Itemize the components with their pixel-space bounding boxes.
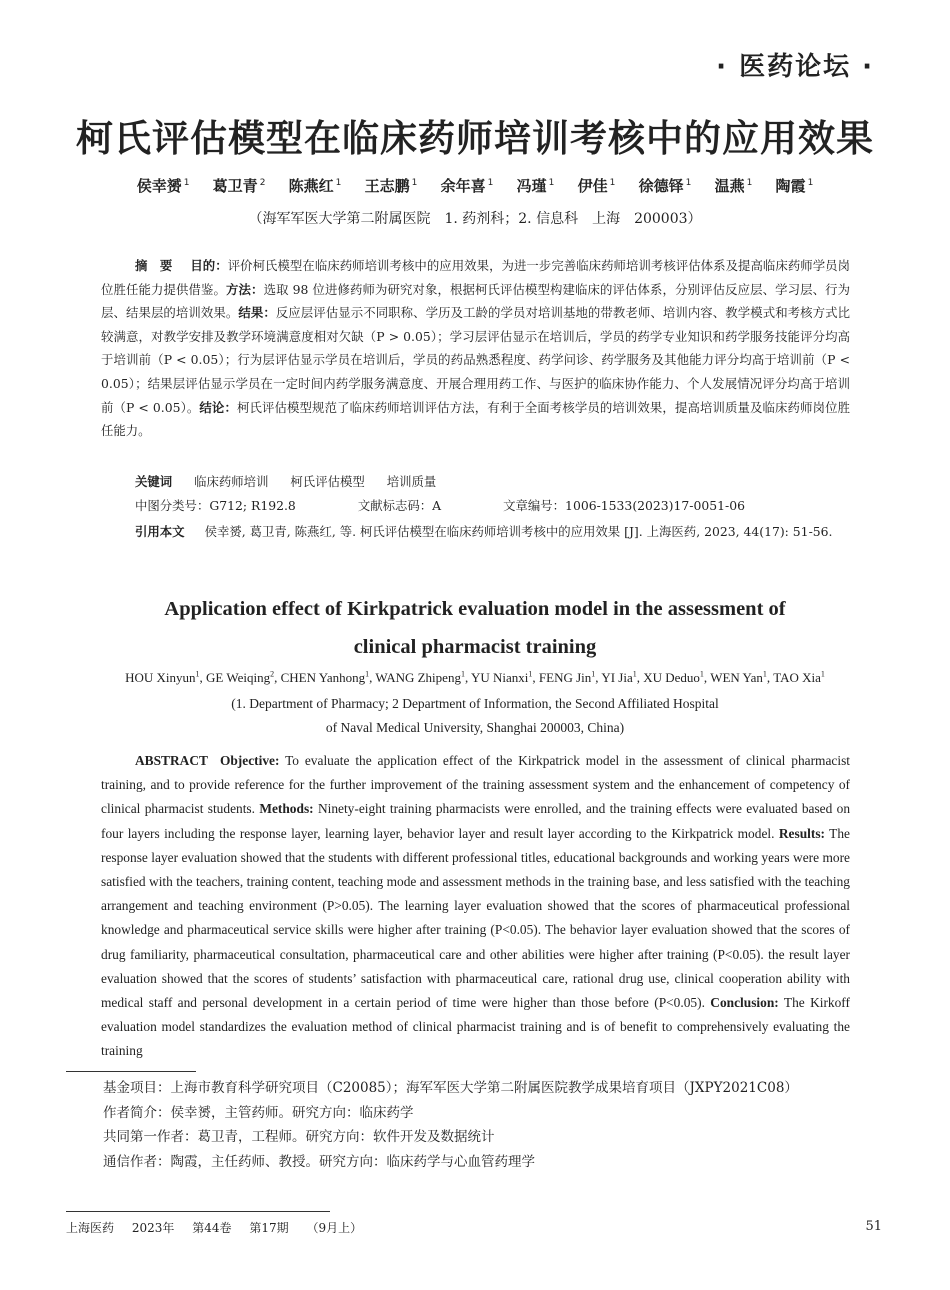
author-cn: 温燕 $^1$ <box>714 177 753 195</box>
abstract-en-label: ABSTRACT <box>135 753 208 768</box>
citation <box>101 519 850 544</box>
keyword: 培训质量 <box>386 474 437 489</box>
affiliation-en-line: (1. Department of Pharmacy; 2 Department of Information, the Second Affiliated Hospital <box>231 696 719 711</box>
author-cn: 葛卫青 $^2$ <box>212 177 266 195</box>
author-cn: 王志鹏 $^1$ <box>364 177 418 195</box>
author-en: HOU Xinyun$^1$, <box>125 670 207 686</box>
methods-label-en: Methods: <box>259 801 314 817</box>
author-en: FENG Jin$^1$, <box>538 670 602 686</box>
author-intro-note: 作者简介：侯幸赟，主管药师。研究方向：临床药学 <box>103 1104 414 1121</box>
funding-note: 基金项目：上海市教育科学研究项目（C20085）；海军军医大学第二附属医院教学成果培育项目（JXPY2021C08） <box>103 1080 798 1096</box>
conclusion-label-en: Conclusion: <box>710 995 779 1011</box>
authors-cn <box>0 175 950 196</box>
conclusion-cn: 柯氏评估模型规范了临床药师培训评估方法，有利于全面考核学员的培训效果，提高培训质量及临床药师岗位胜任能力。 <box>101 399 851 439</box>
author-cn: 冯瑾 $^1$ <box>516 177 555 195</box>
keywords-label: 关键词 <box>135 474 173 489</box>
results-label-en: Results: <box>778 825 825 841</box>
footer-issue: 第17期 <box>249 1221 289 1235</box>
corresponding-author-note: 通信作者：陶霞，主任药师、教授。研究方向：临床药学与心血管药理学 <box>103 1153 535 1170</box>
keywords <box>135 472 454 490</box>
author-cn: 陈燕红 $^1$ <box>288 177 342 195</box>
footnote-divider <box>66 1071 196 1072</box>
abstract-cn-label: 摘 要 <box>135 258 173 273</box>
affiliation-en <box>160 692 790 740</box>
citation-label: 引用本文 <box>135 524 185 539</box>
author-cn: 侯幸赟 $^1$ <box>136 177 190 195</box>
abstract-en <box>101 749 850 1064</box>
conclusion-en: The Kirkoff evaluation model standardizes the evaluation method of clinical pharmacist training and is of benefit to comprehensively evaluating the training <box>101 995 850 1059</box>
section-tag: · 医药论坛 · <box>716 52 874 82</box>
author-en: GE Weiqing$^2$, <box>206 670 281 686</box>
results-cn: 反应层评估显示不同职称、学历及工龄的学员对培训基地的带教老师、培训内容、教学模式和考核方式比较满意，对教学安排及教学环境满意度相对欠缺（P > 0.05）；学习层评估显示在培训后，学员的药学专业知识和药学服务技能评分均高于培训前（P < 0.05）；行为层评估显示学员在培训后，学员的药品熟悉程度、药学问诊、药学服务及其他能力评分均高于培训前（P < 0.05）；结果层评估显示学员在一定时间内药学服务满意度、开展合理用药工作、与医护的临床协作能力、个人发展情况评分均高于培训前（P < 0.05）。 <box>101 305 851 415</box>
objective-cn: 评价柯氏模型在临床药师培训考核中的应用效果，为进一步完善临床药师培训考核评估体系及提高临床药师学员岗位胜任能力提供借鉴。 <box>101 258 850 297</box>
authors-en <box>40 670 910 686</box>
author-en: TAO Xia$^1$ <box>773 670 825 686</box>
author-cn: 徐德铎 $^1$ <box>638 177 692 195</box>
results-en: The response layer evaluation showed that the students with different professional titles, educational backgrounds and working years were more satisfied with the teachers, training content, teaching mode and assessment methods in the training base, and less satisfied with the teaching arrangement and teaching environment (P>0.05). The learning layer evaluation showed that the scores of pharmaceutical professional knowledge and pharmaceutical service skills were higher after training (P<0.05). The behavior layer evaluation showed that the scores of drug familiarity, pharmaceutical consultation, pharmaceutical care and other abilities were higher after training (P<0.05). the result layer evaluation showed that the scores of students’ satisfaction with pharmaceutical care, rational drug use, clinical cooperation ability with medical staff and personal development in a certain period of time were higher than those before (P<0.05). <box>101 825 850 1011</box>
author-en: WEN Yan$^1$, <box>710 670 774 686</box>
results-label-cn: 结果： <box>238 305 276 321</box>
author-en: YU Nianxi$^1$, <box>470 670 539 686</box>
co-first-author-note: 共同第一作者：葛卫青，工程师。研究方向：软件开发及数据统计 <box>103 1129 495 1145</box>
footer-year: 2023年 <box>131 1221 175 1235</box>
page-number: 51 <box>865 1219 882 1234</box>
methods-cn: 选取 98 位进修药师为研究对象，根据柯氏评估模型构建临床的评估体系，分别评估反应层、学习层、行为层、结果层的培训效果。 <box>101 281 850 321</box>
author-cn: 陶霞 $^1$ <box>775 177 814 195</box>
affiliation-cn: （海军军医大学第二附属医院 1. 药剂科；2. 信息科 上海 200003） <box>248 211 702 227</box>
objective-label-cn: 目的： <box>190 258 228 273</box>
clc-code: 中图分类号：G712; R192.8 <box>135 498 296 513</box>
objective-en: To evaluate the application effect of the Kirkpatrick model in the assessment of clinical pharmacist training, and to provide reference for the further improvement of the training assessment system and the enhancement of competency of clinical pharmacist students. <box>101 753 850 817</box>
doc-code: 文献标志码：A <box>357 498 442 513</box>
title-cn: 柯氏评估模型在临床药师培训考核中的应用效果 <box>76 117 874 160</box>
footer-divider <box>66 1211 330 1212</box>
classification <box>135 496 745 514</box>
footer-journal: 上海医药 <box>66 1221 115 1235</box>
author-en: YI Jia$^1$, <box>601 670 644 686</box>
keyword: 柯氏评估模型 <box>290 474 365 489</box>
keyword: 临床药师培训 <box>194 474 269 489</box>
author-en: XU Deduo$^1$, <box>643 670 711 686</box>
footer-volume: 第44卷 <box>192 1221 232 1235</box>
citation-text: 侯幸赟, 葛卫青, 陈燕红, 等. 柯氏评估模型在临床药师培训考核中的应用效果 [J]. 上海医药, 2023, 44(17): 51-56. <box>204 524 833 539</box>
abstract-cn <box>101 254 850 443</box>
author-en: CHEN Yanhong$^1$, <box>280 670 376 686</box>
methods-en: Ninety-eight training pharmacists were enrolled, and the training effects were evaluated based on four layers including the response layer, learning layer, behavior layer and result layer according to the Kirkpatrick model. <box>101 801 851 841</box>
objective-label-en: Objective: <box>219 753 280 768</box>
title-en: Application effect of Kirkpatrick evaluation model in the assessment of clinical pharmacist training <box>164 598 786 658</box>
author-cn: 伊佳 $^1$ <box>577 177 616 195</box>
author-cn: 余年喜 $^1$ <box>440 177 494 195</box>
footer-journal-info <box>66 1219 376 1236</box>
author-en: WANG Zhipeng$^1$, <box>375 670 471 686</box>
conclusion-label-cn: 结论： <box>199 399 237 415</box>
footnotes <box>103 1076 903 1174</box>
affiliation-en-line: of Naval Medical University, Shanghai 200003, China) <box>325 720 625 735</box>
methods-label-cn: 方法： <box>226 281 264 297</box>
footer-period: （9月上） <box>306 1221 363 1235</box>
article-no: 文章编号：1006-1533(2023)17-0051-06 <box>503 498 745 513</box>
